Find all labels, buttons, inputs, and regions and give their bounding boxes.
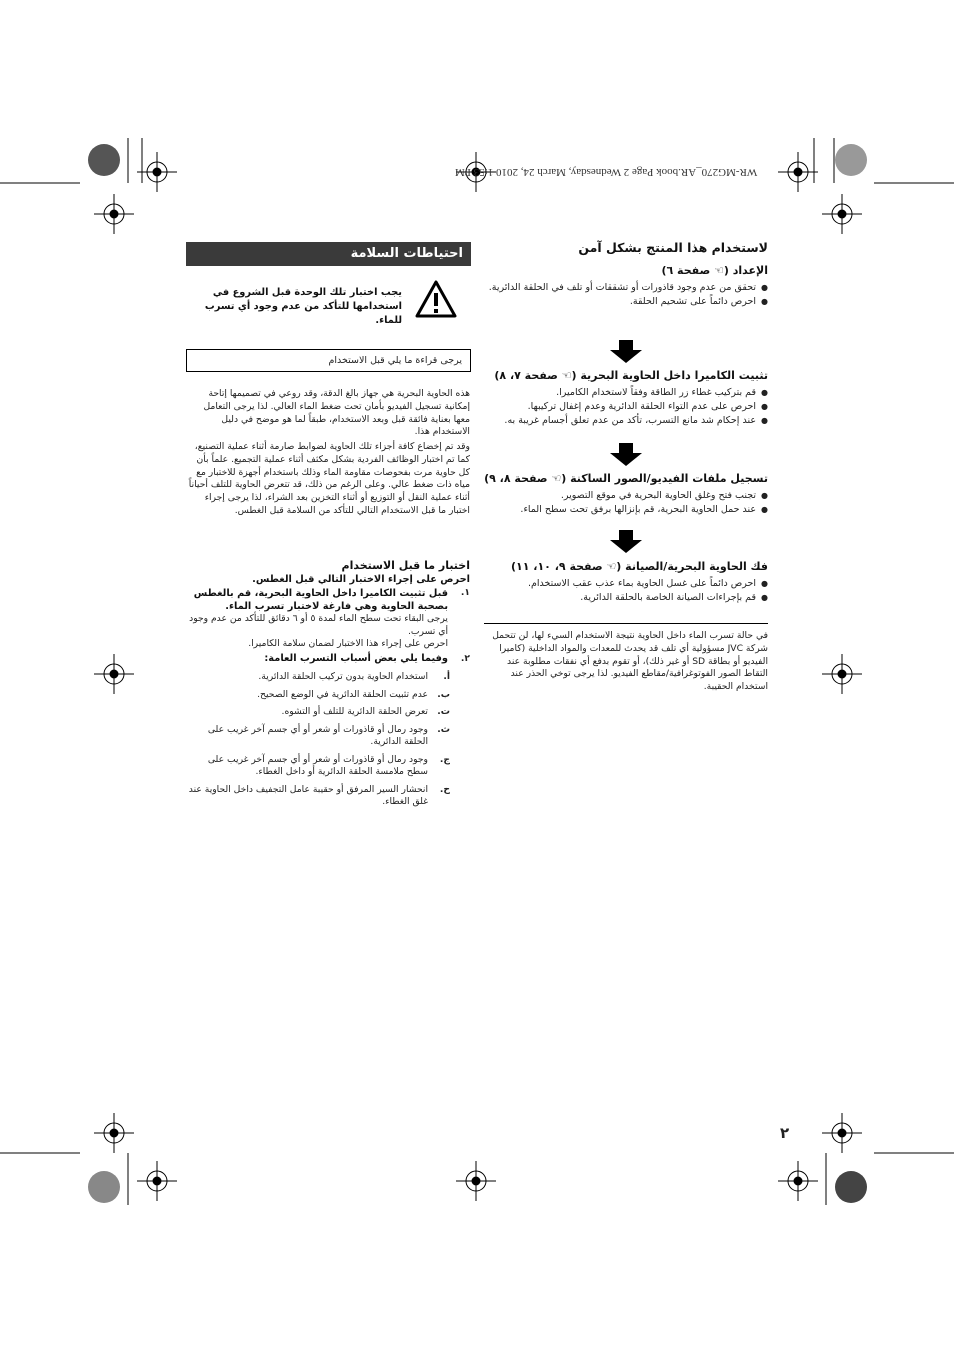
causes-list: [188, 671, 470, 809]
step-1-text: يرجى البقاء تحت سطح الماء لمدة ٥ أو ٦ دقائق للتأكد من عدم وجود أي تسرب.: [189, 613, 448, 637]
safety-banner-title: احتياطات السلامة: [350, 246, 463, 261]
section-heading: الإعداد (☜ صفحة ٦): [661, 264, 768, 277]
section-heading: تثبيت الكاميرا داخل الحاوية البحرية (☜ صفحة ٧، ٨): [494, 369, 768, 382]
item-mark: ب.: [437, 688, 450, 700]
disclaimer-text: في حالة تسرب الماء داخل الحاوية نتيجة الاستخدام السيء لها، لن تتحمل شركة JVC مسؤولية أي تلف قد يحدث للمعدات والمواد الداخلية (كاميرا الفيديو أو بطاقة SD أو غير ذلك)، أو تقوم بدفع أي نفقات مطلوبة عند التقاط الصور الفوتوغرافية/مقاطع الفيديو. لذا يرجى توخي الحذر عند استخدام الحقيبة.: [492, 630, 768, 693]
section-maintenance: [468, 560, 768, 605]
list-item: [188, 671, 450, 684]
item-text: تعرض الحلقة الدائرية للتلف أو التشوه.: [281, 706, 428, 717]
test-section: [188, 559, 470, 814]
list-item: [188, 754, 450, 779]
item-text: وجود رمال أو قاذورات أو شعر أو أي جسم آخر غريب على سطح ملامسة الحلقة الدائرية أو داخل الغطاء.: [207, 753, 428, 777]
bullet-item: ● احرص دائماً على تشحيم الحلقة.: [468, 295, 768, 309]
warning-icon: [414, 278, 458, 320]
step-number: ٢.: [460, 652, 470, 664]
step-2: [188, 653, 470, 666]
list-item: [188, 706, 450, 719]
divider: [484, 623, 768, 624]
bullet-item: ● تجنب فتح وغلق الحاوية البحرية في موقع التصوير.: [468, 489, 768, 503]
item-mark: ج.: [439, 753, 450, 765]
safety-banner: [186, 242, 471, 266]
bullet-item: ● احرص دائماً على غسل الحاوية بماء عذب عقب الاستخدام.: [468, 577, 768, 591]
step-2-bold: وفيما يلي بعض أسباب التسرب العامة:: [264, 652, 448, 664]
list-item: [188, 689, 450, 702]
test-title: اختبار ما قبل الاستخدام: [341, 559, 470, 572]
intro-text: هذه الحاوية البحرية هي جهاز بالغ الدقة، وقد روعي في تصميمها إتاحة إمكانية تسجيل الفيديو بأمان تحت ضغط الماء العالي. لذا يرجى التعامل معها بعناية فائقة قبل وبعد الاستخدام، طبقاً لما هو موضح في دليل الاستخدام هذا.: [203, 388, 470, 438]
intro-text-2: وقد تم إخضاع كافة أجزاء تلك الحاوية لضوابط صارمة أثناء عملية التصنيع، كما تم اختبار الوظائف الفردية بشكل مكثف أثناء عملية التجميع. علماً بأن كل حاوية مرت بفحوصات مقاومة الماء وذلك باستخدام أجهزة للاختبار مع مياه ذات ضغط عالي. وعلى الرغم من ذلك، قد تتعرض الحاوية للتلف أحياناً أثناء عملية النقل أو التوزيع أو أثناء التخزين بعد الشراء، لذا يرجى إجراء اختبار ما قبل الاستخدام التالي للتأكد من السلامة قبل الغطس.: [188, 441, 470, 516]
section-setup: [468, 264, 768, 309]
list-item: [188, 784, 450, 809]
item-mark: ث.: [437, 723, 450, 735]
bullet-item: ● عند حمل الحاوية البحرية، قم بإنزالها برفق تحت سطح الماء.: [468, 503, 768, 517]
item-text: عدم تثبيت الحلقة الدائرية في الوضع الصحيح.: [257, 688, 428, 700]
item-text: استخدام الحاوية بدون تركيب الحلقة الدائرية.: [258, 671, 428, 682]
item-mark: ح.: [439, 783, 450, 795]
bullet-item: ● قم بتركيب غطاء زر الطاقة وفقاً لاستخدام الكاميرا.: [468, 386, 768, 400]
item-text: انحشار السير المرفق أو حقيبة عامل التجفيف داخل الحاوية عند غلق الغطاء.: [188, 783, 428, 807]
bullet-item: ● قم بإجراءات الصيانة الخاصة بالحلقة الدائرية.: [468, 591, 768, 605]
step-1: [188, 587, 470, 651]
list-item: [188, 724, 450, 749]
test-subtitle: احرص على إجراء الاختبار التالي قبل الغطس.: [252, 574, 470, 585]
print-header: WR-MG270_AR.book Page 2 Wednesday, March 24, 2010 1:53 PM: [455, 166, 758, 178]
item-text: وجود رمال أو قاذورات أو شعر أو أي جسم آخر غريب على الحلقة الدائرية.: [207, 723, 428, 747]
safe-use-title: لاستخدام هذا المنتج بشكل آمن: [578, 240, 768, 255]
item-mark: أ.: [443, 671, 450, 682]
section-recording: [468, 472, 768, 517]
warning-text: يجب اختبار تلك الوحدة قبل الشروع في استخدامها للتأكد من عدم وجود أي تسرب للماء.: [204, 287, 402, 326]
bullet-item: ● احرص على عدم التواء الحلقة الدائرية وعدم إغفال تركيبها.: [468, 400, 768, 414]
item-mark: ت.: [437, 706, 450, 717]
section-heading: فك الحاوية البحرية/الصيانة (☜ صفحة ٩، ١٠، ١١): [510, 560, 768, 573]
bullet-item: ● تحقق من عدم وجود قاذورات أو تشققات أو تلف في الحلقة الدائرية.: [468, 281, 768, 295]
step-1-text-2: احرص على إجراء هذا الاختبار لضمان سلامة الكاميرا.: [248, 638, 448, 649]
section-heading: تسجيل ملفات الفيديو/الصور الساكنة (☜ صفحة ٨، ٩): [484, 472, 768, 485]
read-box: [186, 349, 471, 372]
read-box-text: يرجى قراءة ما يلي قبل الاستخدام: [328, 355, 462, 366]
step-number: ١.: [460, 587, 470, 598]
section-install: [468, 369, 768, 428]
step-1-bold: قبل تثبيت الكاميرا داخل الحاوية البحرية، قم بالغطس بصحبة الحاوية وهي فارغة لاختبار تسرب الماء.: [193, 588, 448, 612]
page-number: ٢: [780, 1124, 790, 1142]
bullet-item: ● عند إحكام شد مانع التسرب، تأكد من عدم تعلق أجسام غريبة به.: [468, 414, 768, 428]
